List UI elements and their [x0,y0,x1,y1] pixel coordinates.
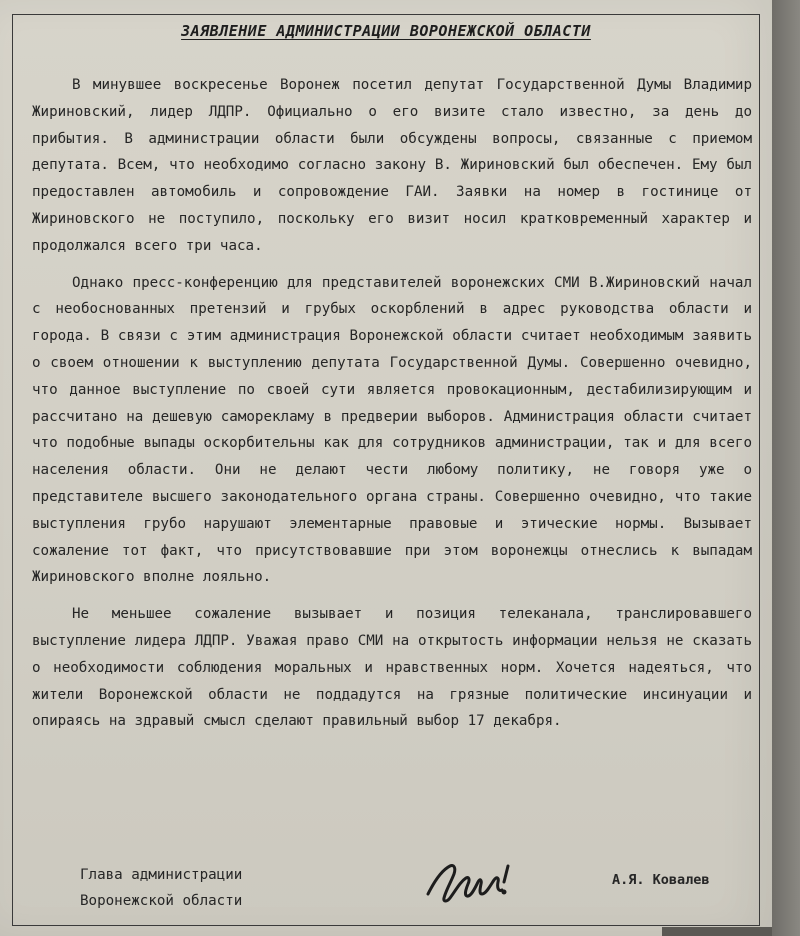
document-title: ЗАЯВЛЕНИЕ АДМИНИСТРАЦИИ ВОРОНЕЖСКОЙ ОБЛАСТИ [181,22,591,40]
page-edge-shadow [772,0,800,936]
signatory-position-line-2: Воронежской области [80,893,243,909]
signatory-position-line-1: Глава администрации [80,867,243,883]
paragraph-1: В минувшее воскресенье Воронеж посетил депутат Государственной Думы Владимир Жириновский, лидер ЛДПР. Официально о его визите стало известно, за день до прибытия. В администрации области были обсуждены вопросы, связанные с приемом депутата. Всем, что необходимо согласно закону В. Жириновский был обеспечен. Ему был предоставлен автомобиль и сопровождение ГАИ. Заявки на номер в гостинице от Жириновского не поступило, поскольку его визит носил кратковременный характер и продолжался всего три часа. [32,77,752,254]
handwritten-signature [420,852,530,912]
signatory-position [80,862,242,914]
paragraph-3: Не меньшее сожаление вызывает и позиция телеканала, транслировавшего выступление лидера ЛДПР. Уважая право СМИ на открытость информации нельзя не сказать о необходимости соблюдения моральных и нравственных норм. Хочется надеяться, что жители Воронежской области не поддадутся на грязные политические инсинуации и опираясь на здравый смысл сделают правильный выбор 17 декабря. [32,606,752,730]
next-page-fragment [662,927,772,936]
signatory-name: А.Я. Ковалев [612,872,710,888]
paragraph-2: Однако пресс-конференцию для представителей воронежских СМИ В.Жириновский начал с необоснованных претензий и грубых оскорблений в адрес руководства области и города. В связи с этим администрация Воронежской области считает необходимым заявить о своем отношении к выступлению депутата Государственной Думы. Совершенно очевидно, что данное выступление по своей сути является провокационным, дестабилизирующим и рассчитано на дешевую саморекламу в предверии выборов. Администрация области считает что подобные выпады оскорбительны как для сотрудников администрации, так и для всего населения области. Они не делают чести любому политику, не говоря уже о представителе высшего законодательного органа страны. Совершенно очевидно, что такие выступления грубо нарушают элементарные правовые и этические нормы. Вызывает сожаление тот факт, что присутствовавшие при этом воронежцы отнеслись к выпадам Жириновского вполне лояльно. [32,274,752,586]
document-body [32,72,752,735]
